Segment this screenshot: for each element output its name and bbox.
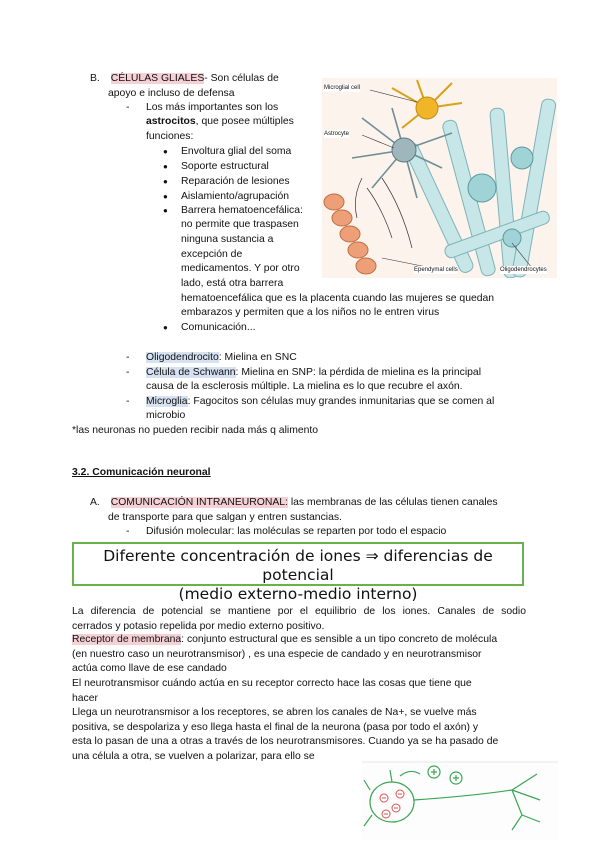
potential-box xyxy=(72,542,524,603)
para1-line1: La diferencia de potencial se mantiene por el equilibrio de los iones. Canales de sodio xyxy=(72,606,526,617)
term-schwann: Célula de Schwann xyxy=(146,367,236,378)
barrier-line: no permite que traspasen xyxy=(181,219,299,230)
barrier-line: medicamentos. Y por otro xyxy=(181,263,300,274)
box-line2: (medio externo-medio interno) xyxy=(178,585,418,603)
list-label: B. xyxy=(90,73,100,84)
astro-line1: Los más importantes son los xyxy=(146,102,279,113)
barrier-line: ninguna sustancia a xyxy=(181,234,274,245)
note: *las neuronas no pueden recibir nada más q alimento xyxy=(72,425,319,436)
list-label: A. xyxy=(90,497,100,508)
receptor-def xyxy=(72,633,532,677)
term-microglia: Microglia xyxy=(146,396,188,407)
function-item: ● Aislamiento/agrupación xyxy=(181,190,289,205)
section-a-rest: las membranas de las células tienen canales xyxy=(287,497,498,508)
para3 xyxy=(72,706,532,764)
schwann-item xyxy=(146,366,546,381)
function-item: ● Envoltura glial del soma xyxy=(181,145,291,160)
section-title: 3.2. Comunicación neuronal xyxy=(72,467,211,478)
astro-line3: funciones: xyxy=(146,131,194,142)
para1-line2: cerrados y potasio repelida por medio externo positivo. xyxy=(72,620,325,632)
para1 xyxy=(72,605,526,634)
para3-line4: una célula a otra, se vuelven a polarizar, para ello se xyxy=(72,750,315,762)
barrier-line: embarazos y permiten que a los niños no le entren virus xyxy=(181,307,440,318)
figure-label-ependymal: Ependymal cells xyxy=(414,267,458,273)
section-b-intro-line2: apoyo e incluso de defensa xyxy=(108,88,235,99)
glial-cells-illustration xyxy=(322,78,557,278)
astro-line2-rest: , que posee múltiples xyxy=(195,116,294,127)
barrier-item: ● Barrera hematoencefálica: xyxy=(181,204,303,219)
term-oligodendrocito: Oligodendrocito xyxy=(146,352,219,363)
section-b-intro: - Son células de xyxy=(204,73,279,84)
para3-line2: positiva, se despolariza y eso llega hasta el final de la neurona (pasa por todo el axón) y xyxy=(72,721,479,733)
oligodendrocyte-desc: : Mielina en SNC xyxy=(218,352,297,363)
receptor-term: Receptor de membrana xyxy=(72,634,182,645)
figure-label-oligodendrocytes: Oligodendrocytes xyxy=(500,267,547,273)
barrier-line: lado, está otra barrera xyxy=(181,278,284,289)
para3-line1: Llega un neurotransmisor a los receptores, se abren los canales de Na+, se vuelve más xyxy=(72,707,477,718)
section-a-heading xyxy=(90,496,540,511)
schwann-cont: causa de la esclerosis múltiple. La mielina es lo que recubre el axón. xyxy=(146,381,463,392)
communication-item: ● Comunicación... xyxy=(181,321,256,336)
neuron-sketch xyxy=(362,760,558,840)
box-line1: Diferente concentración de iones ⇒ diferencias de potencial xyxy=(103,547,493,584)
section-a-line2: de transporte para que salgan y entren sustancias. xyxy=(108,512,342,523)
schwann-desc: : Mielina en SNP: la pérdida de mielina es la principal xyxy=(235,367,482,378)
para2-line1: El neurotransmisor cuándo actúa en su receptor correcto hace las cosas que tiene que xyxy=(72,678,472,689)
function-item: ● Reparación de lesiones xyxy=(181,175,290,190)
function-item: ● Soporte estructural xyxy=(181,160,269,175)
barrier-line: hematoencefálica que es la placenta cuando las mujeres se quedan xyxy=(181,293,495,304)
receptor-line1: : conjunto estructural que es sensible a un tipo concreto de molécula xyxy=(181,634,498,645)
diffusion-item: - Difusión molecular: las moléculas se reparten por todo el espacio xyxy=(146,525,446,540)
para2-line2: hacer xyxy=(72,692,98,704)
section-b-heading xyxy=(90,72,310,87)
section-a-title: COMUNICACIÓN INTRANEURONAL: xyxy=(110,497,288,508)
astro-line2 xyxy=(146,115,326,130)
astro-term: astrocitos xyxy=(146,116,196,127)
microglia-desc: : Fagocitos son células muy grandes inmunitarias que se comen al xyxy=(187,396,495,407)
barrier-line: excepción de xyxy=(181,249,243,260)
astro-intro xyxy=(146,101,326,116)
receptor-line2: (en nuestro caso un neurotransmisor) , es una especie de candado y en neurotransmisor xyxy=(72,648,482,660)
figure-label-microglial: Microglial cell xyxy=(324,85,361,91)
receptor-line3: actúa como llave de ese candado xyxy=(72,663,227,675)
section-b-title: CÉLULAS GLIALES xyxy=(110,73,205,84)
figure-label-astrocyte: Astrocyte xyxy=(324,131,350,137)
microglia-item xyxy=(146,395,546,410)
oligodendrocyte-item xyxy=(146,351,546,366)
para2 xyxy=(72,677,532,706)
microglia-cont: microbio xyxy=(146,410,186,421)
para3-line3: esta lo pasan de una a otras a través de los neurotransmisores. Cuando ya se ha pasado de xyxy=(72,736,499,748)
